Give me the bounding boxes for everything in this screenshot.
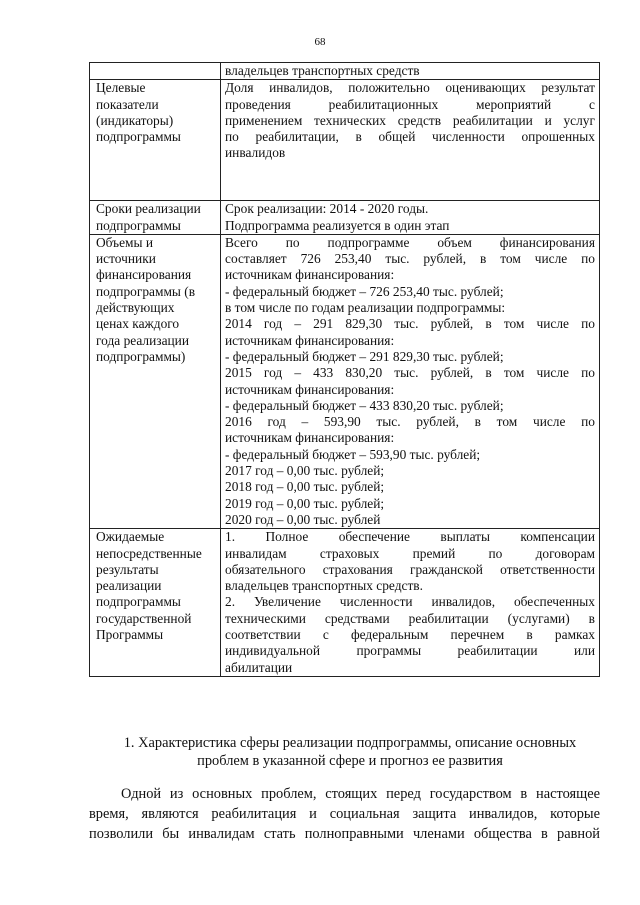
label-line: источники xyxy=(96,251,156,267)
content-line: источникам финансирования: xyxy=(225,381,395,397)
table-row xyxy=(90,80,600,201)
content-line: техническими средствами реабилитации (услугами) в xyxy=(225,610,595,626)
label-cell xyxy=(90,80,221,201)
subprogram-passport-table xyxy=(89,62,600,677)
label-line: подпрограммы xyxy=(96,594,181,610)
page-number: 68 xyxy=(314,36,326,48)
content-line: составляет 726 253,40 тыс. рублей, в том числе по xyxy=(225,251,595,267)
content-line: 2016 год – 593,90 тыс. рублей, в том числе по xyxy=(225,414,595,430)
content-line: инвалидов xyxy=(225,145,286,161)
label-cell xyxy=(90,201,221,235)
content-line: Доля инвалидов, положительно оценивающих результат xyxy=(225,80,595,96)
label-line: ценах каждого xyxy=(96,316,180,332)
label-line: результаты xyxy=(96,561,159,577)
content-cell xyxy=(221,234,600,528)
label-line: (индикаторы) xyxy=(96,112,174,128)
label-line: непосредственные xyxy=(96,545,202,561)
label-line: Ожидаемые xyxy=(96,529,165,545)
content-line: в том числе по годам реализации подпрограммы: xyxy=(225,300,506,316)
content-cell xyxy=(221,529,600,677)
label-line: года реализации xyxy=(96,332,190,348)
content-line: абилитации xyxy=(225,659,293,675)
paragraph-line: время, являются реабилитация и социальная защита инвалидов, которые xyxy=(89,805,600,822)
label-line: подпрограммы (в xyxy=(96,283,196,299)
content-line: владельцев транспортных средств. xyxy=(225,578,423,594)
body-paragraph xyxy=(89,785,600,844)
content-line: - федеральный бюджет – 593,90 тыс. рублей; xyxy=(225,446,481,462)
content-line: 2020 год – 0,00 тыс. рублей xyxy=(225,511,381,527)
label-line: Целевые xyxy=(96,80,146,96)
label-line: Сроки реализации xyxy=(96,201,201,217)
label-line: действующих xyxy=(96,300,175,316)
label-line: Объемы и xyxy=(96,234,154,250)
heading-line: 1. Характеристика сферы реализации подпрограммы, описание основных xyxy=(123,735,577,751)
content-line: Срок реализации: 2014 - 2020 годы. xyxy=(225,201,429,217)
content-line: 2015 год – 433 830,20 тыс. рублей, в том числе по xyxy=(225,365,595,381)
label-line: подпрограммы xyxy=(96,129,181,145)
heading-line: проблем в указанной сфере и прогноз ее развития xyxy=(197,753,503,769)
content-line: Подпрограмма реализуется в один этап xyxy=(225,217,450,233)
label-cell xyxy=(90,63,221,80)
label-line: подпрограммы) xyxy=(96,348,186,364)
content-cell xyxy=(221,201,600,235)
content-line: по реабилитации, в общей численности опрошенных xyxy=(225,129,595,145)
content-line: применением технических средств реабилитации и услуг xyxy=(225,112,595,128)
content-line: 1. Полное обеспечение выплаты компенсации xyxy=(225,529,595,545)
content-cell xyxy=(221,63,600,80)
content-line: - федеральный бюджет – 433 830,20 тыс. рублей; xyxy=(225,397,504,413)
paragraph-line: Одной из основных проблем, стоящих перед государством в настоящее xyxy=(121,786,600,802)
table-row xyxy=(90,234,600,528)
content-line: соответствии с федеральным перечнем в рамках xyxy=(225,627,595,643)
content-line: источникам финансирования: xyxy=(225,430,395,446)
label-line: финансирования xyxy=(96,267,192,283)
paragraph-line: позволили бы инвалидам стать полноправными членами общества в равной xyxy=(89,825,600,842)
table-row xyxy=(90,63,600,80)
content-line: 2. Увеличение численности инвалидов, обеспеченных xyxy=(225,594,595,610)
content-cell xyxy=(221,80,600,201)
content-line: источникам финансирования: xyxy=(225,332,395,348)
content-line: Всего по подпрограмме объем финансирования xyxy=(225,234,595,250)
label-line: подпрограммы xyxy=(96,217,181,233)
table-row xyxy=(90,529,600,677)
table-row xyxy=(90,201,600,235)
content-line: - федеральный бюджет – 726 253,40 тыс. рублей; xyxy=(225,283,504,299)
content-line: инвалидам страховых премий по договорам xyxy=(225,545,595,561)
content-line: 2014 год – 291 829,30 тыс. рублей, в том числе по xyxy=(225,316,595,332)
label-line: Программы xyxy=(96,627,164,643)
content-line: владельцев транспортных средств xyxy=(225,63,420,78)
content-line: 2019 год – 0,00 тыс. рублей; xyxy=(225,495,385,511)
label-cell xyxy=(90,234,221,528)
content-line: индивидуальной программы реабилитации или xyxy=(225,643,595,659)
content-line: источникам финансирования: xyxy=(225,267,395,283)
content-line: обязательного страхования гражданской ответственности xyxy=(225,561,595,577)
label-line: государственной xyxy=(96,610,192,626)
label-line: показатели xyxy=(96,96,159,112)
section-heading xyxy=(108,734,592,770)
label-line: реализации xyxy=(96,578,162,594)
label-cell xyxy=(90,529,221,677)
content-line: 2018 год – 0,00 тыс. рублей; xyxy=(225,479,385,495)
content-line: - федеральный бюджет – 291 829,30 тыс. рублей; xyxy=(225,348,504,364)
content-line: 2017 год – 0,00 тыс. рублей; xyxy=(225,463,385,479)
content-line: проведения реабилитационных мероприятий с xyxy=(225,96,595,112)
